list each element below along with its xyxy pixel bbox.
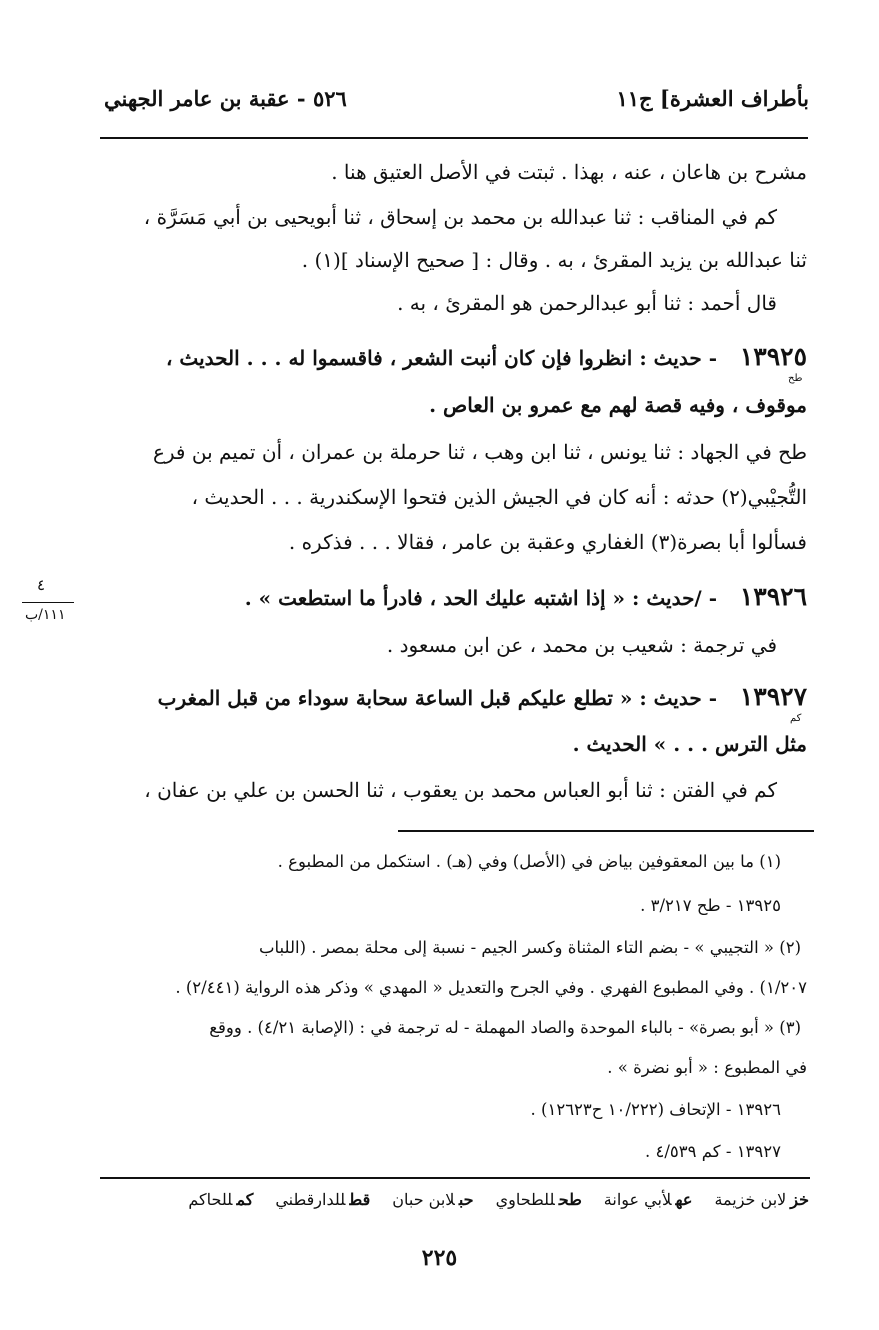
hadith-heading: - حديث : « تطلع عليكم قبل الساعة سحابة سوداء من قبل المغرب [157,686,717,710]
hadith-heading-cont: مثل الترس . . . » الحديث . [572,732,807,756]
hadith-number: ١٣٩٢٦ [739,582,807,611]
source-siglum: طح [788,373,803,384]
abbreviation: خزلابن خزيمة [714,1190,809,1209]
footnote: في المطبوع : « أبو نضرة » . [607,1058,807,1077]
body-line: كم في الفتن : ثنا أبو العباس محمد بن يعقوب ، ثنا الحسن بن علي بن عفان ، [144,778,777,802]
abbreviation: كمللحاكم [188,1190,254,1209]
body-line: التُّجيْبي(٢) حدثه : أنه كان في الجيش الذين فتحوا الإسكندرية . . . الحديث ، [191,485,807,509]
page-number: ٢٢٥ [421,1245,458,1271]
header-rule [100,137,808,139]
abbreviation: عهلأبي عوانة [603,1190,693,1209]
footnote-separator [398,830,814,832]
footnote: ١٣٩٢٦ - الإتحاف (١٠/٢٢٢ ح١٢٦٢٣) . [530,1100,781,1119]
hadith-heading-cont: موقوف ، وفيه قصة لهم مع عمرو بن العاص . [429,393,807,417]
running-head-chapter: ٥٢٦ - عقبة بن عامر الجهني [104,86,347,111]
abbreviation-rule [100,1177,810,1179]
abbreviation: حبلابن حبان [392,1190,474,1209]
running-head-book-title: بأطراف العشرة] ج١١ [616,86,809,111]
body-line: ثنا عبدالله بن يزيد المقرئ ، به . وقال : [ صحيح الإسناد ](١) . [301,248,807,272]
body-line: مشرح بن هاعان ، عنه ، بهذا . ثبتت في الأصل العتيق هنا . [331,160,807,184]
margin-note-rule [22,602,74,603]
source-siglum: كم [790,713,802,724]
body-line: كم في المناقب : ثنا عبدالله بن محمد بن إسحاق ، ثنا أبويحيى بن أبي مَسَرَّة ، [143,205,777,229]
margin-note-leaf: ١١١/ب [25,607,66,623]
body-line: في ترجمة : شعيب بن محمد ، عن ابن مسعود . [386,633,777,657]
footnote: ١/٢٠٧) . وفي المطبوع الفهري . وفي الجرح والتعديل « المهدي » وذكر هذه الرواية (٢/٤٤١) . [175,978,807,997]
abbreviation: طحللطحاوي [495,1190,582,1209]
margin-note-folio: ٤ [37,576,46,594]
footnote: ١٣٩٢٧ - كم ٤/٥٣٩ . [645,1142,781,1161]
abbreviation: قطللدارقطني [275,1190,371,1209]
footnote: ١٣٩٢٥ - طح ٣/٢١٧ . [640,896,781,915]
footnote: (١) ما بين المعقوفين بياض في (الأصل) وفي (هـ) . استكمل من المطبوع . [277,852,781,871]
body-line: طح في الجهاد : ثنا يونس ، ثنا ابن وهب ، ثنا حرملة بن عمران ، أن تميم بن فرع [152,440,807,464]
hadith-heading: - /حديث : « إذا اشتبه عليك الحد ، فادرأ ما استطعت » . [244,586,717,610]
body-line: قال أحمد : ثنا أبو عبدالرحمن هو المقرئ ، به . [397,291,777,315]
footnote: (٣) « أبو بصرة» - بالباء الموحدة والصاد المهملة - له ترجمة في : (الإصابة ٤/٢١) . ووقع [209,1018,801,1037]
body-line: فسألوا أبا بصرة(٣) الغفاري وعقبة بن عامر ، فقالا . . . فذكره . [288,530,807,554]
hadith-number: ١٣٩٢٧ [739,682,807,711]
hadith-number: ١٣٩٢٥ [739,342,807,371]
footnote: (٢) « التجيبي » - بضم التاء المثناة وكسر الجيم - نسبة إلى محلة بمصر . (اللباب [258,938,801,957]
abbreviations-key [188,1190,809,1209]
hadith-heading: - حديث : انظروا فإن كان أنبت الشعر ، فاقسموا له . . . الحديث ، [166,346,717,370]
